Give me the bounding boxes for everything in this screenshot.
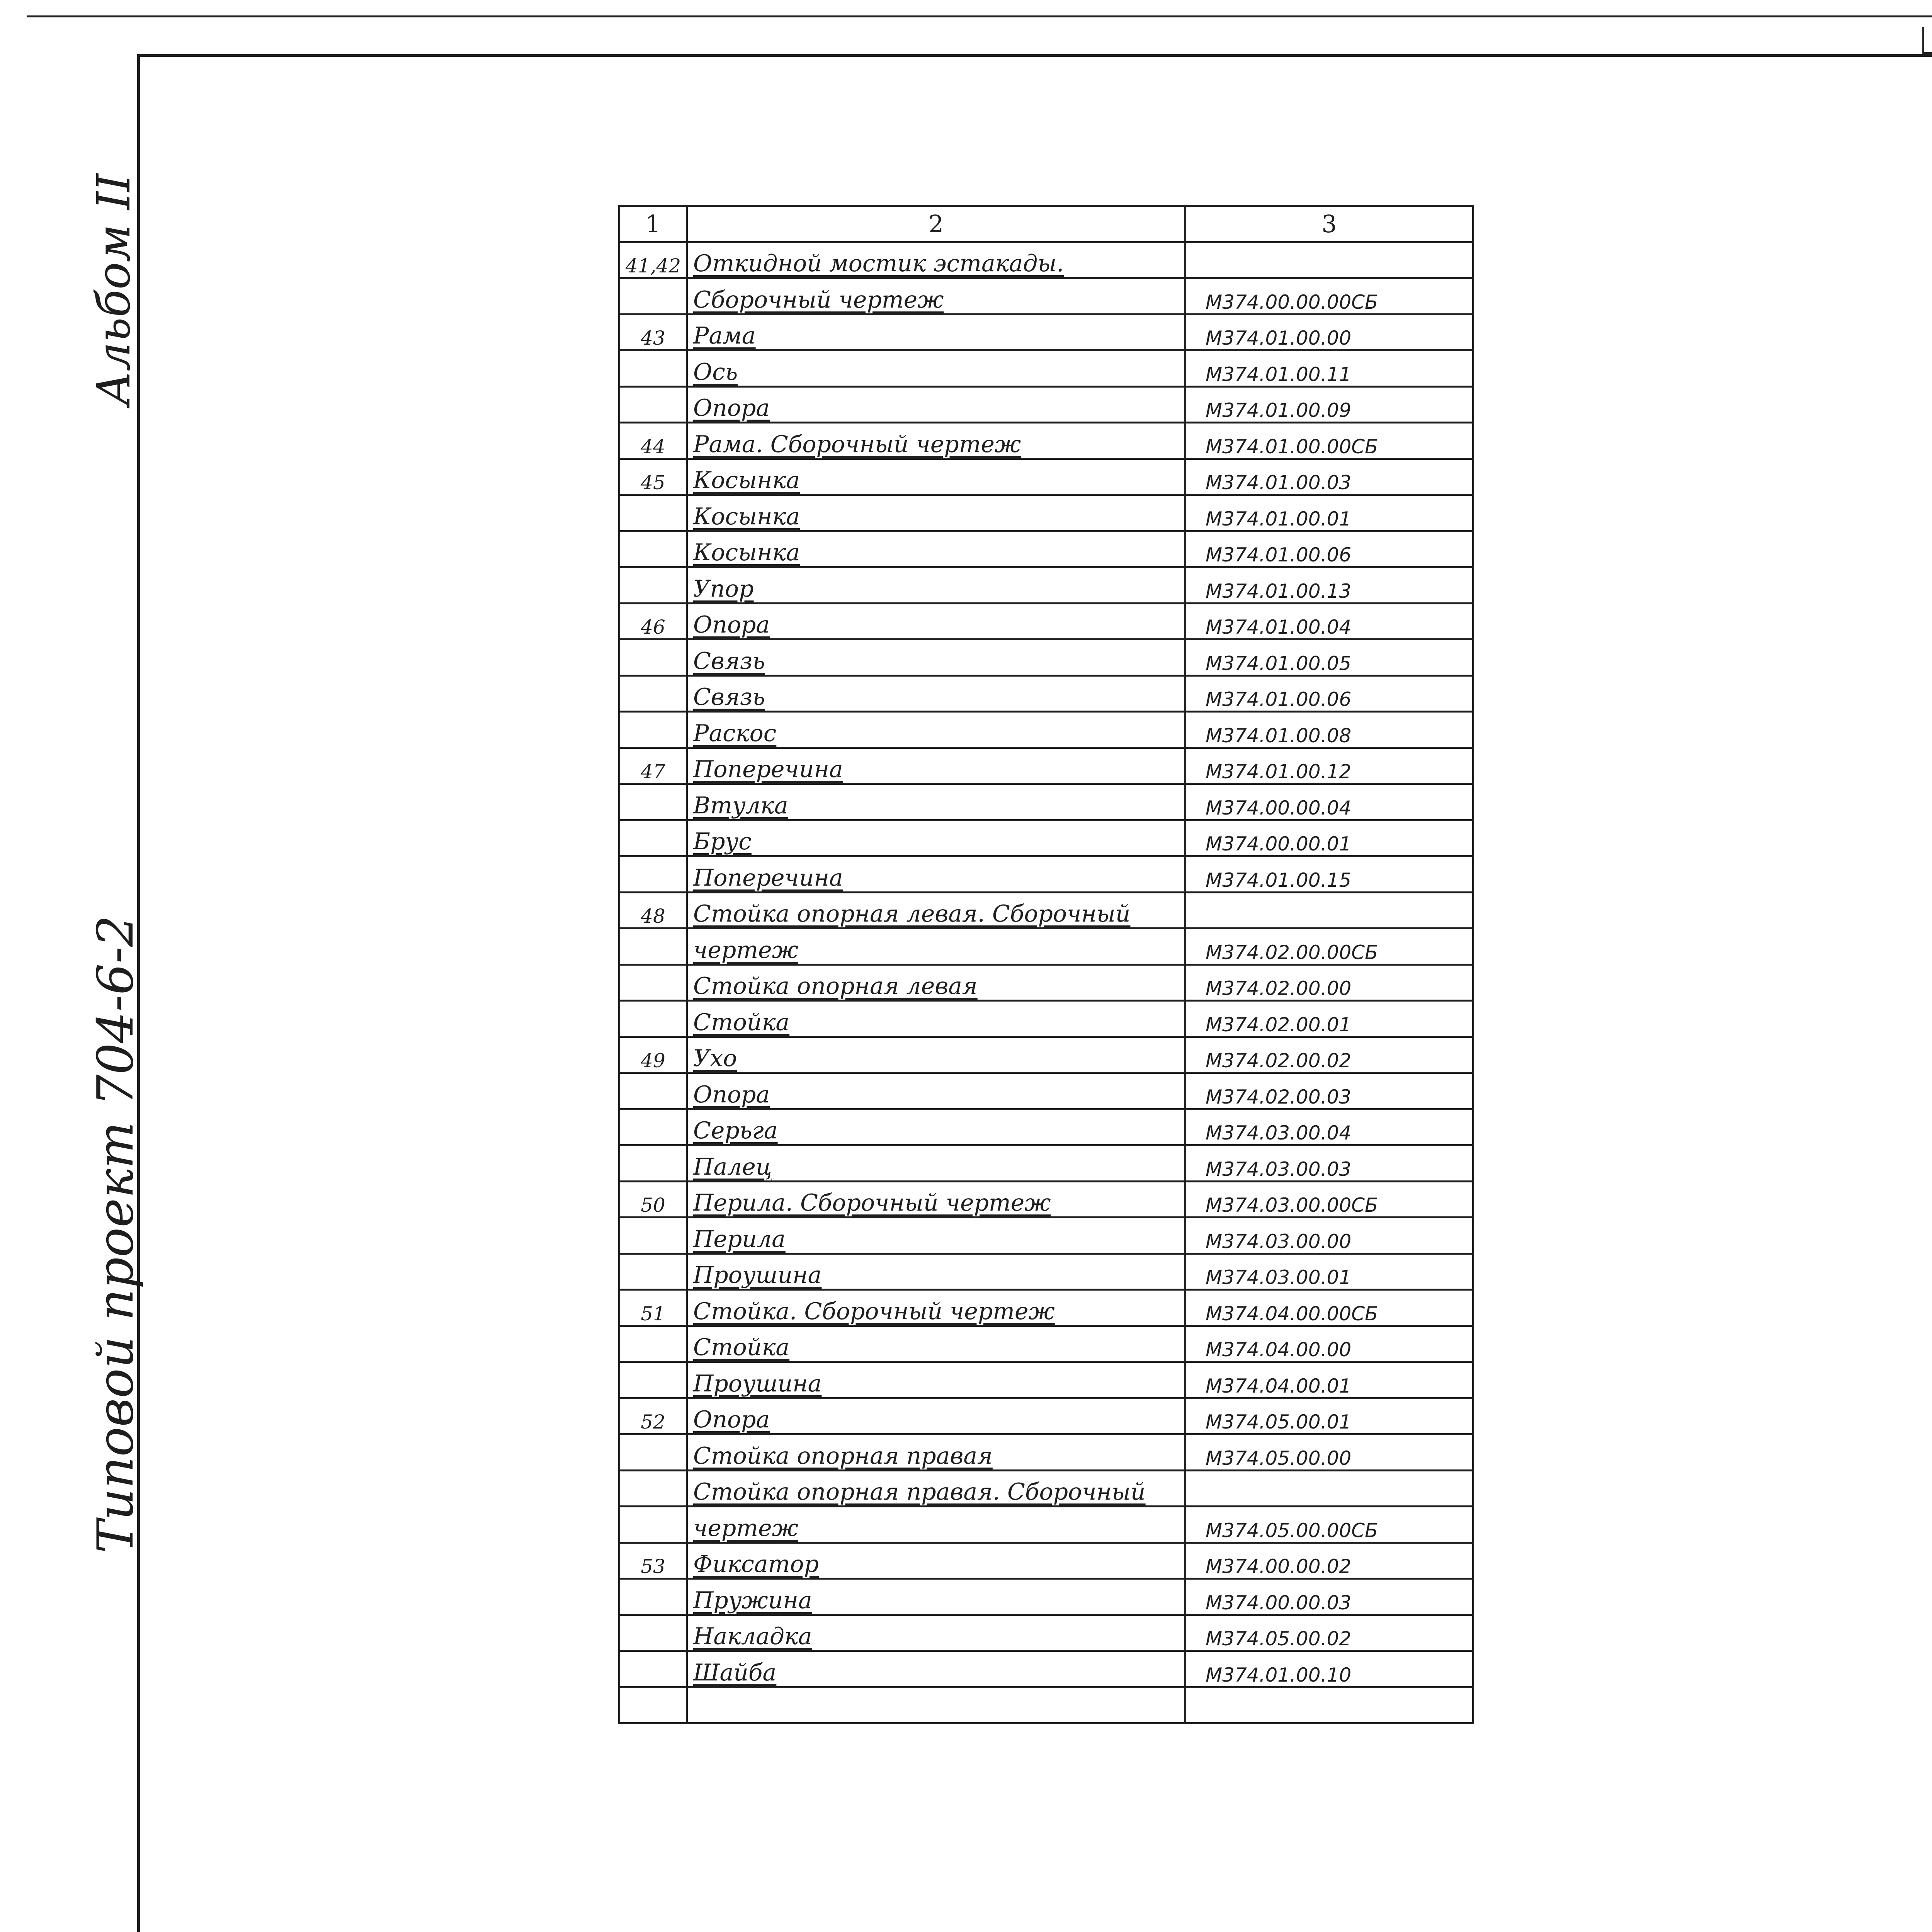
row-drawing-code: М374.05.00.00 <box>1185 1434 1473 1471</box>
row-item-name: Перила <box>687 1218 1185 1254</box>
row-item-name: чертеж <box>687 929 1185 965</box>
row-item-name: Стойка <box>687 1326 1185 1362</box>
row-sheet-number: 51 <box>619 1290 687 1326</box>
row-drawing-code: М374.01.00.15 <box>1185 856 1473 893</box>
row-drawing-code: М374.01.00.13 <box>1185 567 1473 604</box>
row-drawing-code: М374.00.00.03 <box>1185 1579 1473 1615</box>
row-drawing-code <box>1185 1470 1473 1507</box>
page-number <box>1922 27 1932 54</box>
row-drawing-code: М374.01.00.10 <box>1185 1651 1473 1687</box>
row-sheet-number <box>619 1362 687 1398</box>
table-row <box>619 386 1473 423</box>
table-row <box>619 784 1473 820</box>
row-drawing-code: М374.00.00.00СБ <box>1185 278 1473 315</box>
table-row <box>619 820 1473 856</box>
table-row <box>619 892 1473 929</box>
specification-table-body <box>619 206 1473 1723</box>
row-item-name: Проушина <box>687 1362 1185 1398</box>
table-row <box>619 1651 1473 1687</box>
row-drawing-code: М374.01.00.08 <box>1185 712 1473 748</box>
row-item-name: Шайба <box>687 1651 1185 1687</box>
row-drawing-code: М374.01.00.06 <box>1185 531 1473 567</box>
row-sheet-number <box>619 675 687 712</box>
row-item-name: Рама. Сборочный чертеж <box>687 423 1185 459</box>
table-row <box>619 1687 1473 1723</box>
row-item-name: Связь <box>687 675 1185 712</box>
row-drawing-code <box>1185 892 1473 929</box>
table-row <box>619 1579 1473 1615</box>
row-drawing-code: М374.02.00.00СБ <box>1185 929 1473 965</box>
row-sheet-number <box>619 278 687 315</box>
row-drawing-code: М374.00.00.04 <box>1185 784 1473 820</box>
row-sheet-number <box>619 1109 687 1145</box>
row-sheet-number <box>619 820 687 856</box>
row-sheet-number <box>619 712 687 748</box>
table-row <box>619 639 1473 676</box>
row-drawing-code: М374.01.00.11 <box>1185 350 1473 387</box>
row-drawing-code: М374.03.00.04 <box>1185 1109 1473 1145</box>
table-row <box>619 350 1473 387</box>
row-item-name: Брус <box>687 820 1185 856</box>
row-sheet-number <box>619 1218 687 1254</box>
row-sheet-number <box>619 350 687 387</box>
row-drawing-code: М374.05.00.00СБ <box>1185 1507 1473 1543</box>
row-drawing-code <box>1185 1687 1473 1723</box>
table-row <box>619 1470 1473 1507</box>
table-row <box>619 1037 1473 1073</box>
specification-table <box>618 205 1474 1724</box>
row-item-name: Ось <box>687 350 1185 387</box>
table-row <box>619 278 1473 315</box>
table-row <box>619 712 1473 748</box>
row-item-name: Упор <box>687 567 1185 604</box>
row-item-name: Откидной мостик эстакады. <box>687 242 1185 278</box>
table-row <box>619 603 1473 639</box>
row-sheet-number: 53 <box>619 1543 687 1579</box>
row-drawing-code: М374.01.00.09 <box>1185 386 1473 423</box>
row-item-name: Стойка <box>687 1001 1185 1037</box>
row-item-name: Стойка опорная левая. Сборочный <box>687 892 1185 929</box>
row-drawing-code: М374.01.00.00СБ <box>1185 423 1473 459</box>
row-sheet-number: 47 <box>619 748 687 784</box>
table-row <box>619 423 1473 459</box>
row-item-name: Серьга <box>687 1109 1185 1145</box>
table-row <box>619 1615 1473 1651</box>
row-sheet-number <box>619 1253 687 1290</box>
row-item-name: Поперечина <box>687 856 1185 893</box>
row-drawing-code: М374.02.00.02 <box>1185 1037 1473 1073</box>
row-item-name: Стойка опорная левая <box>687 964 1185 1001</box>
table-row <box>619 1434 1473 1471</box>
row-sheet-number: 43 <box>619 314 687 350</box>
row-sheet-number <box>619 1579 687 1615</box>
row-item-name: Проушина <box>687 1253 1185 1290</box>
table-row <box>619 1145 1473 1182</box>
table-row <box>619 242 1473 278</box>
row-drawing-code: М374.04.00.01 <box>1185 1362 1473 1398</box>
row-sheet-number: 44 <box>619 423 687 459</box>
table-row <box>619 567 1473 604</box>
row-sheet-number: 46 <box>619 603 687 639</box>
row-sheet-number: 50 <box>619 1181 687 1218</box>
row-sheet-number: 48 <box>619 892 687 929</box>
table-row <box>619 1543 1473 1579</box>
row-drawing-code: М374.05.00.01 <box>1185 1398 1473 1434</box>
table-row <box>619 1001 1473 1037</box>
row-item-name: Палец <box>687 1145 1185 1182</box>
row-sheet-number <box>619 929 687 965</box>
table-row <box>619 1181 1473 1218</box>
row-drawing-code: М374.04.00.00 <box>1185 1326 1473 1362</box>
row-sheet-number <box>619 531 687 567</box>
row-sheet-number <box>619 567 687 604</box>
row-drawing-code: М374.05.00.02 <box>1185 1615 1473 1651</box>
table-row <box>619 856 1473 893</box>
row-sheet-number <box>619 1434 687 1471</box>
table-row <box>619 675 1473 712</box>
row-sheet-number <box>619 1615 687 1651</box>
row-sheet-number <box>619 856 687 893</box>
row-drawing-code: М374.03.00.03 <box>1185 1145 1473 1182</box>
row-item-name: Стойка. Сборочный чертеж <box>687 1290 1185 1326</box>
row-drawing-code: М374.03.00.01 <box>1185 1253 1473 1290</box>
album-label: Альбом II <box>87 173 140 406</box>
row-item-name: Косынка <box>687 495 1185 531</box>
row-drawing-code: М374.00.00.02 <box>1185 1543 1473 1579</box>
row-item-name: Опора <box>687 603 1185 639</box>
table-row <box>619 1073 1473 1109</box>
row-item-name: Накладка <box>687 1615 1185 1651</box>
row-item-name: Опора <box>687 1073 1185 1109</box>
row-drawing-code: М374.04.00.00СБ <box>1185 1290 1473 1326</box>
row-sheet-number: 45 <box>619 459 687 495</box>
row-sheet-number: 49 <box>619 1037 687 1073</box>
row-item-name: Втулка <box>687 784 1185 820</box>
table-row <box>619 748 1473 784</box>
row-sheet-number <box>619 964 687 1001</box>
header-col-3: 3 <box>1185 206 1473 242</box>
row-drawing-code: М374.01.00.06 <box>1185 675 1473 712</box>
row-drawing-code: М374.01.00.01 <box>1185 495 1473 531</box>
header-col-1: 1 <box>619 206 687 242</box>
row-item-name: Рама <box>687 314 1185 350</box>
row-drawing-code: М374.01.00.03 <box>1185 459 1473 495</box>
row-drawing-code: М374.02.00.01 <box>1185 1001 1473 1037</box>
project-label: Типовой проект 704-6-2 <box>87 915 145 1553</box>
row-sheet-number <box>619 386 687 423</box>
row-item-name: Пружина <box>687 1579 1185 1615</box>
row-sheet-number <box>619 1001 687 1037</box>
table-row <box>619 1398 1473 1434</box>
row-drawing-code: М374.03.00.00 <box>1185 1218 1473 1254</box>
table-row <box>619 1362 1473 1398</box>
row-sheet-number: 41,42 <box>619 242 687 278</box>
row-drawing-code: М374.01.00.00 <box>1185 314 1473 350</box>
row-sheet-number <box>619 639 687 676</box>
table-row <box>619 929 1473 965</box>
table-row <box>619 1253 1473 1290</box>
row-drawing-code: М374.01.00.05 <box>1185 639 1473 676</box>
row-sheet-number <box>619 1651 687 1687</box>
table-row <box>619 459 1473 495</box>
row-item-name: Стойка опорная правая <box>687 1434 1185 1471</box>
row-drawing-code: М374.01.00.12 <box>1185 748 1473 784</box>
row-item-name: Поперечина <box>687 748 1185 784</box>
header-col-2: 2 <box>687 206 1185 242</box>
table-row <box>619 1507 1473 1543</box>
table-row <box>619 1290 1473 1326</box>
table-row <box>619 1218 1473 1254</box>
row-sheet-number <box>619 784 687 820</box>
table-row <box>619 314 1473 350</box>
row-sheet-number: 52 <box>619 1398 687 1434</box>
row-sheet-number <box>619 495 687 531</box>
row-drawing-code <box>1185 242 1473 278</box>
row-item-name <box>687 1687 1185 1723</box>
row-sheet-number <box>619 1145 687 1182</box>
table-row <box>619 531 1473 567</box>
row-sheet-number <box>619 1326 687 1362</box>
row-item-name: Фиксатор <box>687 1543 1185 1579</box>
row-sheet-number <box>619 1470 687 1507</box>
row-item-name: Сборочный чертеж <box>687 278 1185 315</box>
table-header-row <box>619 206 1473 242</box>
table-row <box>619 964 1473 1001</box>
row-drawing-code: М374.00.00.01 <box>1185 820 1473 856</box>
row-item-name: Раскос <box>687 712 1185 748</box>
row-item-name: Стойка опорная правая. Сборочный <box>687 1470 1185 1507</box>
row-item-name: Опора <box>687 1398 1185 1434</box>
row-drawing-code: М374.02.00.03 <box>1185 1073 1473 1109</box>
table-row <box>619 495 1473 531</box>
row-item-name: Связь <box>687 639 1185 676</box>
row-item-name: чертеж <box>687 1507 1185 1543</box>
row-sheet-number <box>619 1073 687 1109</box>
row-drawing-code: М374.01.00.04 <box>1185 603 1473 639</box>
row-sheet-number <box>619 1687 687 1723</box>
row-item-name: Косынка <box>687 531 1185 567</box>
row-drawing-code: М374.02.00.00 <box>1185 964 1473 1001</box>
row-item-name: Ухо <box>687 1037 1185 1073</box>
row-drawing-code: М374.03.00.00СБ <box>1185 1181 1473 1218</box>
row-item-name: Косынка <box>687 459 1185 495</box>
table-row <box>619 1109 1473 1145</box>
row-sheet-number <box>619 1507 687 1543</box>
row-item-name: Перила. Сборочный чертеж <box>687 1181 1185 1218</box>
table-row <box>619 1326 1473 1362</box>
row-item-name: Опора <box>687 386 1185 423</box>
